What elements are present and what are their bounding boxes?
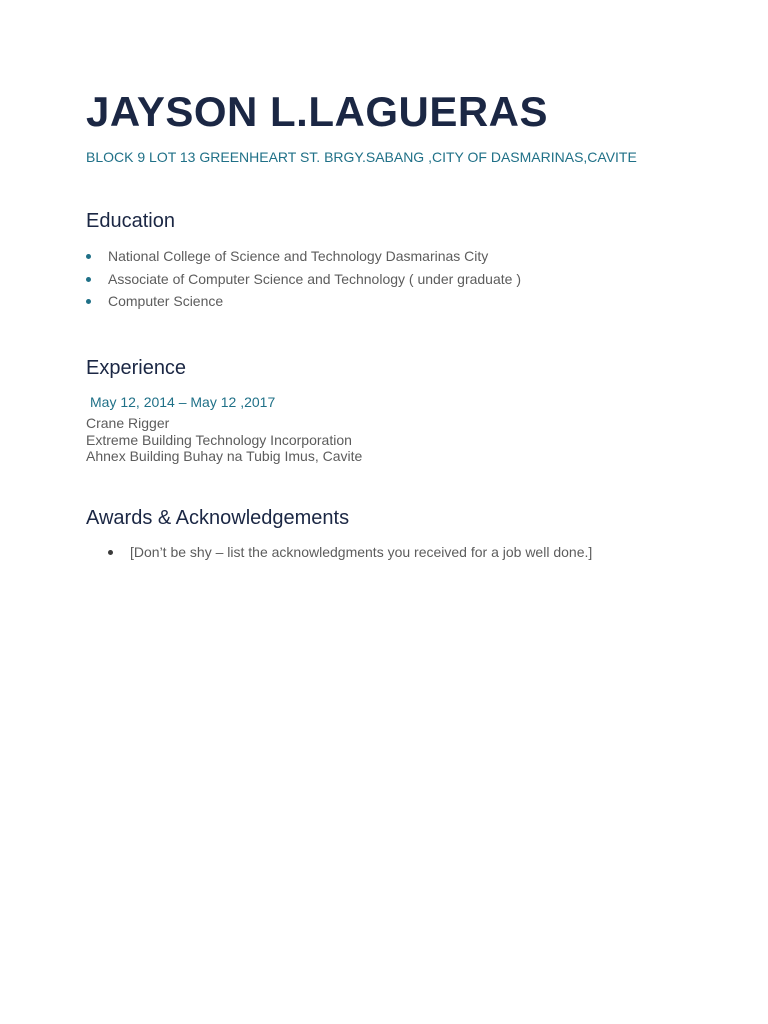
education-item (86, 270, 521, 293)
awards-item-text: [Don’t be shy – list the acknowledgments you received for a job well done.] (130, 544, 593, 560)
education-item-text: Associate of Computer Science and Technology ( under graduate ) (108, 270, 521, 287)
experience-location: Ahnex Building Buhay na Tubig Imus, Cavite (86, 448, 363, 464)
education-item-text: Computer Science (108, 293, 224, 309)
experience-title: Crane Rigger (86, 415, 170, 431)
bullet-icon (86, 277, 91, 282)
experience-details (86, 415, 362, 465)
bullet-icon (86, 299, 91, 304)
experience-company: Extreme Building Technology Incorporation (86, 431, 352, 448)
education-item (86, 247, 521, 270)
awards-heading: Awards & Acknowledgements (86, 507, 350, 529)
resume-name: JAYSON L.LAGUERAS (86, 88, 549, 135)
bullet-icon (86, 254, 91, 259)
resume-address: BLOCK 9 LOT 13 GREENHEART ST. BRGY.SABANG ,CITY OF DASMARINAS,CAVITE (86, 149, 637, 165)
bullet-icon (108, 550, 113, 555)
awards-item (107, 543, 592, 566)
education-heading: Education (86, 210, 175, 232)
experience-dates: May 12, 2014 – May 12 ,2017 (90, 394, 276, 410)
education-list (86, 247, 521, 315)
education-item (86, 292, 521, 315)
education-item-text: National College of Science and Technology Dasmarinas City (108, 248, 489, 264)
awards-list (107, 543, 592, 566)
experience-heading: Experience (86, 357, 187, 379)
